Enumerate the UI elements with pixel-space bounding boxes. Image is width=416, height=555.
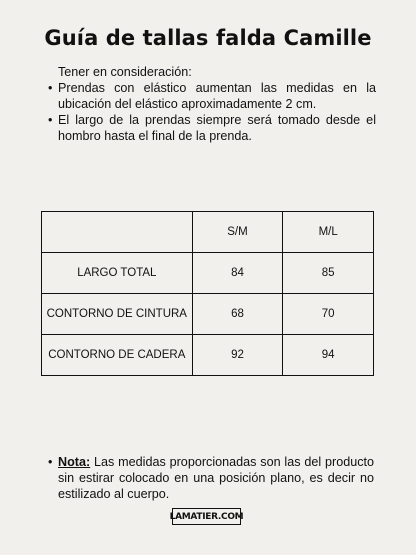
page-title: Guía de tallas falda Camille (44, 26, 372, 50)
size-table (41, 211, 374, 376)
note-paragraph (46, 454, 374, 502)
note-label: Nota: (58, 455, 91, 469)
cell-value: 70 (283, 294, 374, 335)
row-label: CONTORNO DE CINTURA (42, 294, 193, 335)
table-row (42, 335, 374, 376)
brand-logo: LAMATIER.COM (172, 508, 241, 525)
considerations-list (46, 80, 376, 144)
table-row (42, 253, 374, 294)
considerations-item: • Prendas con elástico aumentan las medidas en la ubicación del elástico aproximadamente 2 cm. (46, 80, 376, 112)
row-label: CONTORNO DE CADERA (42, 335, 193, 376)
cell-value: 68 (192, 294, 283, 335)
note-text: Las medidas proporcionadas son las del producto sin estirar colocado en una posición plano, es decir no estilizado al cuerpo. (58, 455, 375, 501)
considerations-item: • El largo de la prendas siempre será tomado desde el hombro hasta el final de la prenda. (46, 112, 376, 144)
header-empty-cell (42, 212, 193, 253)
cell-value: 94 (283, 335, 374, 376)
considerations (46, 64, 376, 144)
cell-value: 85 (283, 253, 374, 294)
considerations-heading: Tener en consideración: (58, 65, 192, 79)
cell-value: 84 (192, 253, 283, 294)
cell-value: 92 (192, 335, 283, 376)
header-size-sm: S/M (192, 212, 283, 253)
table-row (42, 294, 374, 335)
header-size-ml: M/L (283, 212, 374, 253)
row-label: LARGO TOTAL (42, 253, 193, 294)
table-header-row (42, 212, 374, 253)
